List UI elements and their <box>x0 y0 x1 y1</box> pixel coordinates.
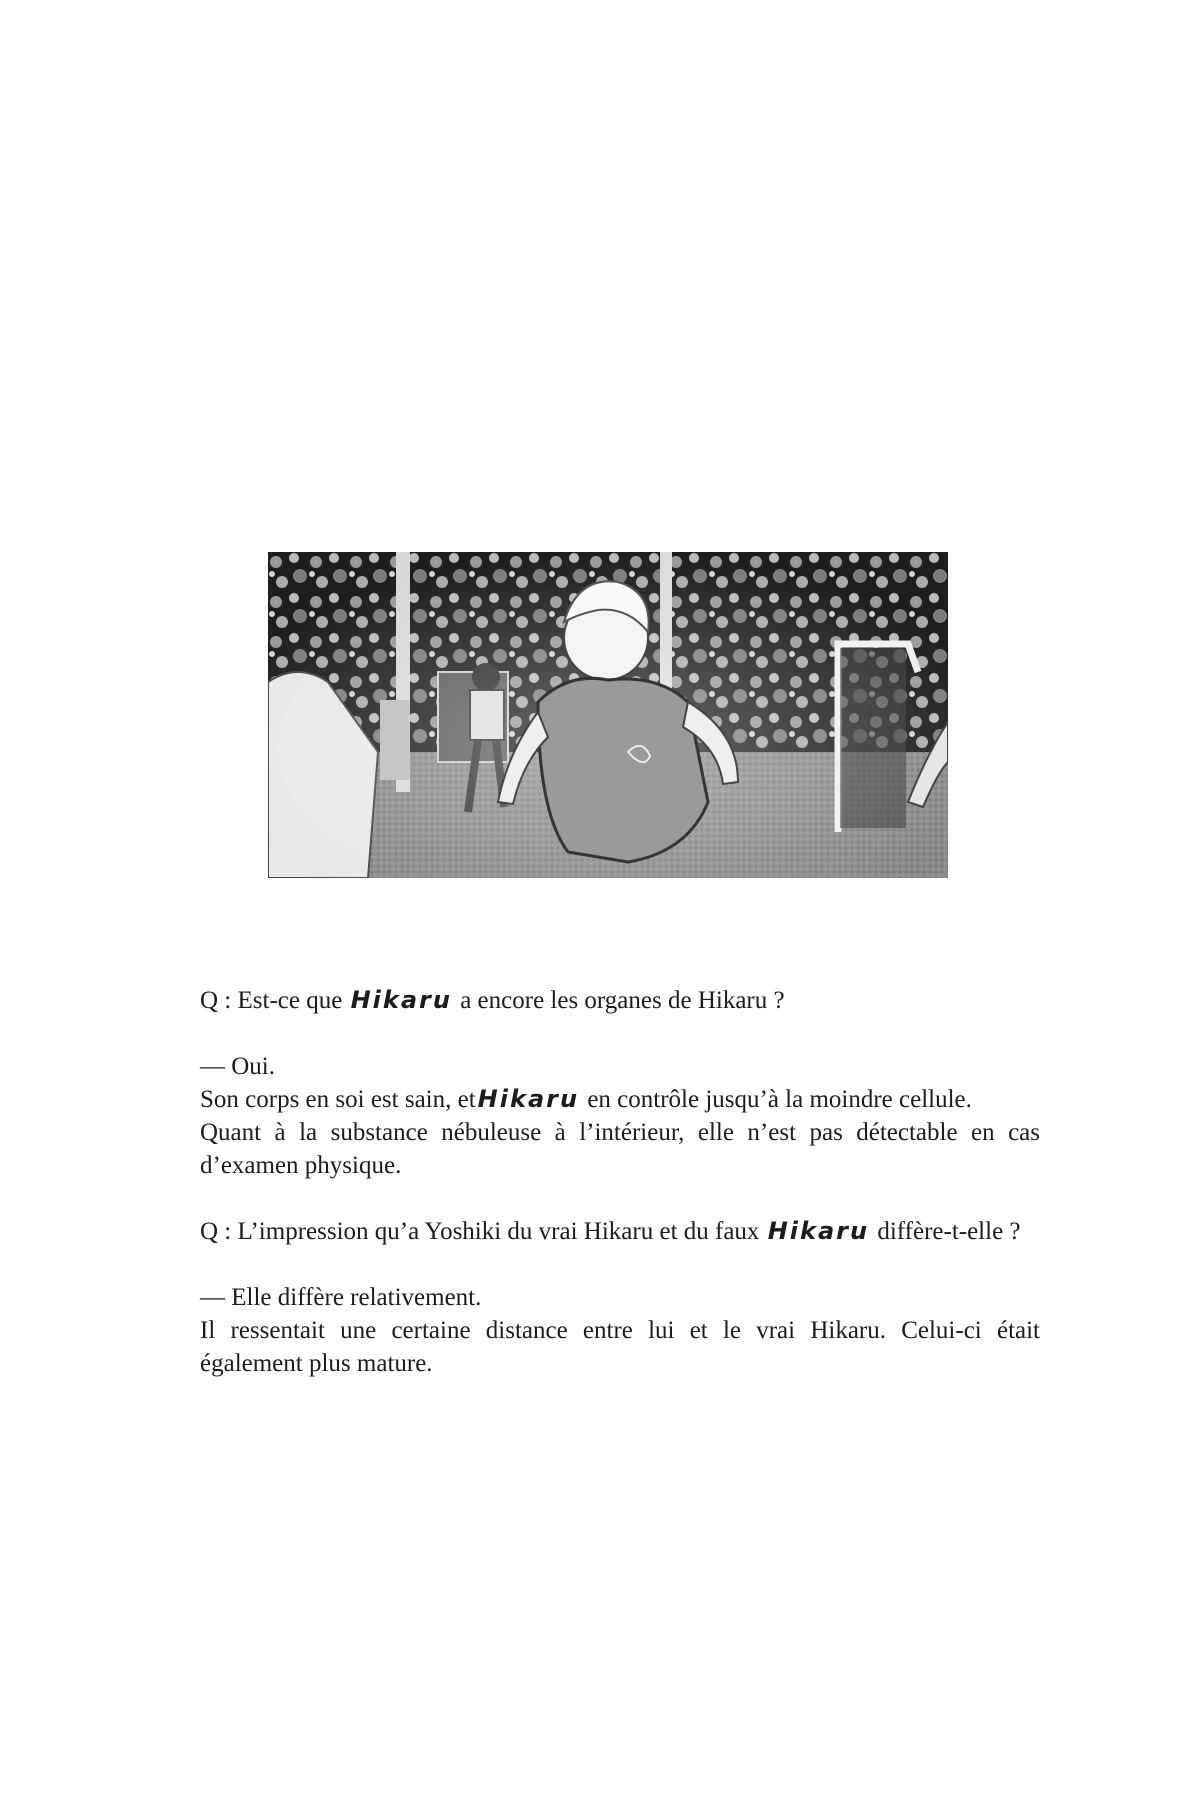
question-2-suffix: diffère-t-elle ? <box>871 1218 1021 1245</box>
question-1-prefix: Q : Est-ce que <box>200 987 349 1014</box>
answer-1-line-2: Quant à la substance nébuleuse à l’intérieur, elle n’est pas détectable en cas d’examen physique. <box>200 1119 1040 1179</box>
question-1 <box>200 984 1040 1017</box>
answer-2-dash: — Elle diffère relativement. <box>200 1284 482 1311</box>
answer-2-line-1: Il ressentait une certaine distance entre lui et le vrai Hikaru. Celui-ci était également plus mature. <box>200 1317 1040 1377</box>
interview-text <box>200 984 1040 1380</box>
answer-1-line-1-suffix: en contrôle jusqu’à la moindre cellule. <box>581 1086 972 1113</box>
question-2-name: Hikaru <box>767 1217 870 1245</box>
manga-illustration <box>268 552 948 878</box>
answer-1-dash: — Oui. <box>200 1053 275 1080</box>
question-2 <box>200 1215 1040 1248</box>
answer-1-line-1-prefix: Son corps en soi est sain, et <box>200 1086 476 1113</box>
answer-1-name: Hikaru <box>477 1085 580 1113</box>
question-1-suffix: a encore les organes de Hikaru ? <box>453 987 785 1014</box>
question-2-prefix: Q : L’impression qu’a Yoshiki du vrai Hikaru et du faux <box>200 1218 766 1245</box>
answer-1-line-1 <box>200 1083 1040 1116</box>
illustration-drawing <box>268 552 948 878</box>
question-1-name: Hikaru <box>350 986 452 1014</box>
